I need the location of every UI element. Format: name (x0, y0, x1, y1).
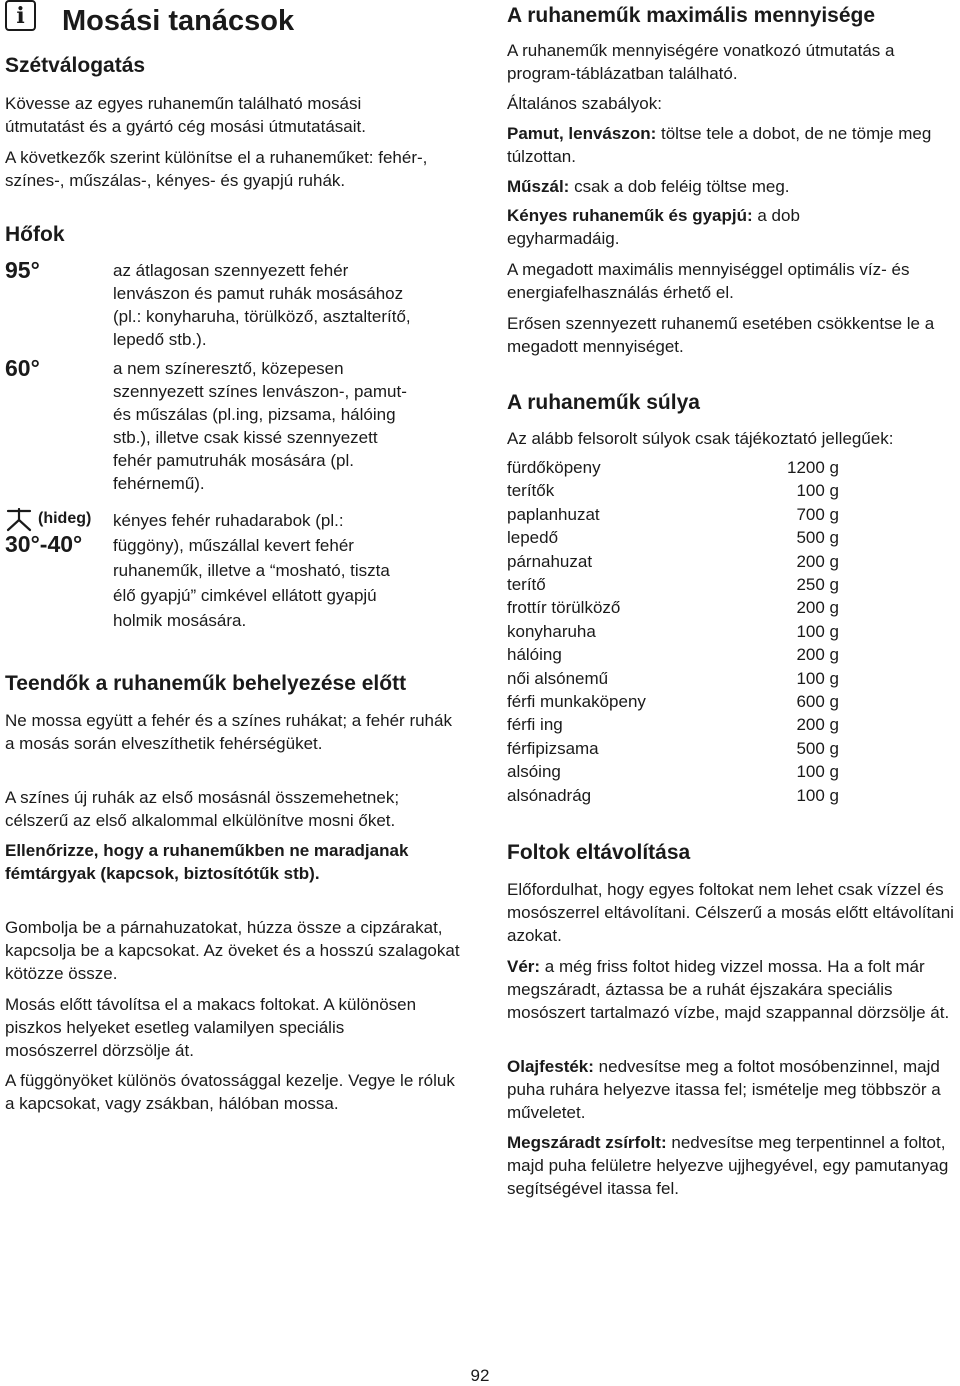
item-name: hálóing (507, 645, 562, 665)
grease-label: Megszáradt zsírfolt: (507, 1133, 667, 1152)
before-paragraph-5: Mosás előtt távolítsa el a makacs foltokat. A különösen piszkos helyeket esetleg valamilyen speciális mosószerrel dörzsölje át. (5, 995, 417, 1060)
item-weight: 250 g (796, 575, 839, 595)
blood-label: Vér: (507, 957, 541, 976)
table-row (507, 690, 839, 713)
stains-paragraph-3 (507, 1055, 957, 1124)
temp-60-text-5: fehér pamutruhák mosására (pl. (113, 451, 354, 470)
grease-text: nedvesítse meg terpentinnel a foltot, majd puha felületre helyezve ujjhegyével, egy pamutanyag segítségével itassa fel. (507, 1133, 949, 1198)
temp-30-text-5: holmik mosására. (113, 611, 247, 630)
oil-paint-text: nedvesítse meg a foltot mosóbenzinnel, majd puha ruhára helyezve itassa fel; ismételje meg többször a műveletet. (507, 1057, 941, 1122)
delicate-label: Kényes ruhaneműk és gyapjú: (507, 206, 753, 225)
temp-60-text-4: stb.), illetve csak kissé szennyezett (113, 428, 378, 447)
synthetic-text: csak a dob feléig töltse meg. (569, 177, 790, 196)
table-row (507, 526, 839, 549)
item-weight: 600 g (796, 692, 839, 712)
item-name: alsóing (507, 762, 561, 782)
item-weight: 200 g (796, 598, 839, 618)
temp-95-row (5, 256, 460, 356)
temp-60-text-2: szennyezett színes lenvászon-, pamut- (113, 382, 407, 401)
temp-95-text-4: lepedő stb.). (113, 330, 207, 349)
temp-60-row (5, 354, 460, 504)
item-name: frottír törülköző (507, 598, 621, 618)
max-heading: A ruhaneműk maximális mennyisége (507, 4, 876, 27)
item-weight: 700 g (796, 504, 839, 524)
blood-text: a még friss foltot hideg vizzel mossa. Ha a folt már megszáradt, áztassa be a ruhát éjszakára speciális mosószert tartalmazó vízbe, majd szappannal dörzsölje át. (507, 957, 950, 1022)
item-name: férfi munkaköpeny (507, 692, 646, 712)
item-name: alsónadrág (507, 785, 592, 805)
temp-60-text-3: és műszálas (pl.ing, pizsama, hálóing (113, 405, 396, 424)
temp-95-text-2: lenvászon és pamut ruhák mosásához (113, 284, 404, 303)
item-weight: 500 g (796, 528, 839, 548)
delicate-text: a dob egyharmadáig. (507, 206, 800, 248)
table-row (507, 620, 839, 643)
item-name: fürdőköpeny (507, 458, 601, 477)
synthetic-label: Műszál: (507, 177, 570, 196)
item-weight: 200 g (796, 645, 839, 665)
stains-paragraph-1: Előfordulhat, hogy egyes foltokat nem lehet csak vízzel és mosószerrel eltávolítani. Célszerű a mosás előtt eltávolítani azokat. (507, 880, 954, 945)
info-icon: i (5, 0, 36, 31)
page-number: 92 (470, 1366, 490, 1385)
sorting-paragraph-1: Kövesse az egyes ruhaneműn található mosási útmutatást és a gyártó cég mosási útmutatásait. (5, 94, 366, 136)
item-name: terítők (507, 481, 555, 501)
page-title: Mosási tanácsok (62, 5, 295, 37)
temp-30-40-label: 30°-40° (5, 531, 83, 557)
table-row (507, 503, 839, 526)
item-name: férfipizsama (507, 738, 599, 758)
sorting-heading: Szétválogatás (5, 54, 146, 77)
temp-30-text-3: ruhaneműk, illetve a “mosható, tiszta (113, 561, 390, 580)
temperature-heading: Hőfok (5, 223, 65, 246)
table-row (507, 573, 839, 596)
temp-95-text-3: (pl.: konyharuha, törülköző, asztalterítő, (113, 307, 411, 326)
sorting-paragraph-2: A következők szerint különítse el a ruhaneműket: fehér-, színes-, műszálas-, kényes- és gyapjú ruhák. (5, 148, 428, 190)
before-paragraph-2: A színes új ruhák az első mosásnál összemehetnek; célszerű az első alkalommal elkülönítve mosni őket. (5, 788, 400, 830)
weight-heading: A ruhaneműk súlya (507, 391, 700, 414)
temp-60-text-6: fehérnemű). (113, 474, 205, 493)
weight-intro: Az alább felsorolt súlyok csak tájékoztató jellegűek: (507, 429, 894, 448)
item-weight: 100 g (796, 762, 839, 782)
item-weight: 200 g (796, 551, 839, 571)
temp-60-label: 60° (5, 355, 40, 381)
table-row (507, 479, 839, 502)
temp-30-text-4: élő gyapjú” cimkével ellátott gyapjú (113, 586, 377, 605)
table-row (507, 713, 839, 736)
snowflake-icon (5, 508, 33, 532)
max-paragraph-1: A ruhaneműk mennyiségére vonatkozó útmutatás a program-táblázatban található. (507, 41, 895, 83)
before-paragraph-6: A függönyöket különös óvatossággal kezelje. Vegye le róluk a kapcsokat, vagy zsákban, hálóban mossa. (5, 1071, 455, 1113)
max-paragraph-2: Általános szabályok: (507, 94, 662, 113)
table-row (507, 760, 839, 783)
item-weight: 500 g (796, 738, 839, 758)
temp-95-label: 95° (5, 257, 40, 283)
table-row (507, 737, 839, 760)
max-paragraph-7: Erősen szennyezett ruhanemű esetében csökkentse le a megadott mennyiséget. (507, 314, 935, 356)
item-name: konyharuha (507, 621, 596, 641)
item-name: párnahuzat (507, 551, 593, 571)
max-paragraph-5 (507, 204, 867, 250)
item-weight: 100 g (796, 668, 839, 688)
item-weight: 100 g (796, 785, 839, 805)
max-paragraph-3 (507, 122, 957, 168)
temp-30-text-1: kényes fehér ruhadarabok (pl.: (113, 511, 344, 530)
temp-30-text-2: függöny), műszállal kevert fehér (113, 536, 354, 555)
before-heading: Teendők a ruhaneműk behelyezése előtt (5, 672, 407, 695)
item-name: női alsónemű (507, 668, 609, 688)
temp-30-40-row (5, 506, 460, 636)
table-row (507, 596, 839, 619)
item-name: terítő (507, 575, 546, 595)
item-weight: 200 g (796, 715, 839, 735)
table-row (507, 456, 839, 479)
stains-heading: Foltok eltávolítása (507, 841, 691, 864)
item-name: lepedő (507, 528, 559, 548)
cotton-label: Pamut, lenvászon: (507, 124, 657, 143)
cold-label: (hideg) (38, 510, 92, 527)
max-paragraph-6: A megadott maximális mennyiséggel optimális víz- és energiafelhasználás érhető el. (507, 260, 910, 302)
before-paragraph-3: Ellenőrizze, hogy a ruhaneműkben ne maradjanak fémtárgyak (kapcsok, biztosítótűk stb). (5, 841, 409, 883)
max-paragraph-4 (507, 175, 790, 198)
temp-60-text-1: a nem színeresztő, közepesen (113, 359, 344, 378)
item-weight: 100 g (796, 481, 839, 501)
table-row (507, 784, 839, 807)
stains-paragraph-4 (507, 1131, 960, 1200)
before-paragraph-1: Ne mossa együtt a fehér és a színes ruhákat; a fehér ruhák a mosás során elveszíthetik fehérségüket. (5, 711, 452, 753)
oil-paint-label: Olajfesték: (507, 1057, 594, 1076)
item-weight: 1200 g (787, 458, 839, 477)
cotton-text: töltse tele a dobot, de ne tömje meg túlzottan. (507, 124, 932, 166)
item-weight: 100 g (796, 621, 839, 641)
stains-paragraph-2 (507, 955, 952, 1024)
before-paragraph-4: Gombolja be a párnahuzatokat, húzza össze a cipzárakat, kapcsolja be a kapcsokat. Az öveket és a hosszú szalagokat kötözze össze. (5, 918, 460, 983)
weight-table (507, 456, 839, 807)
table-row (507, 667, 839, 690)
table-row (507, 643, 839, 666)
table-row (507, 550, 839, 573)
item-name: paplanhuzat (507, 504, 600, 524)
item-name: férfi ing (507, 715, 563, 735)
temp-95-text-1: az átlagosan szennyezett fehér (113, 261, 349, 280)
